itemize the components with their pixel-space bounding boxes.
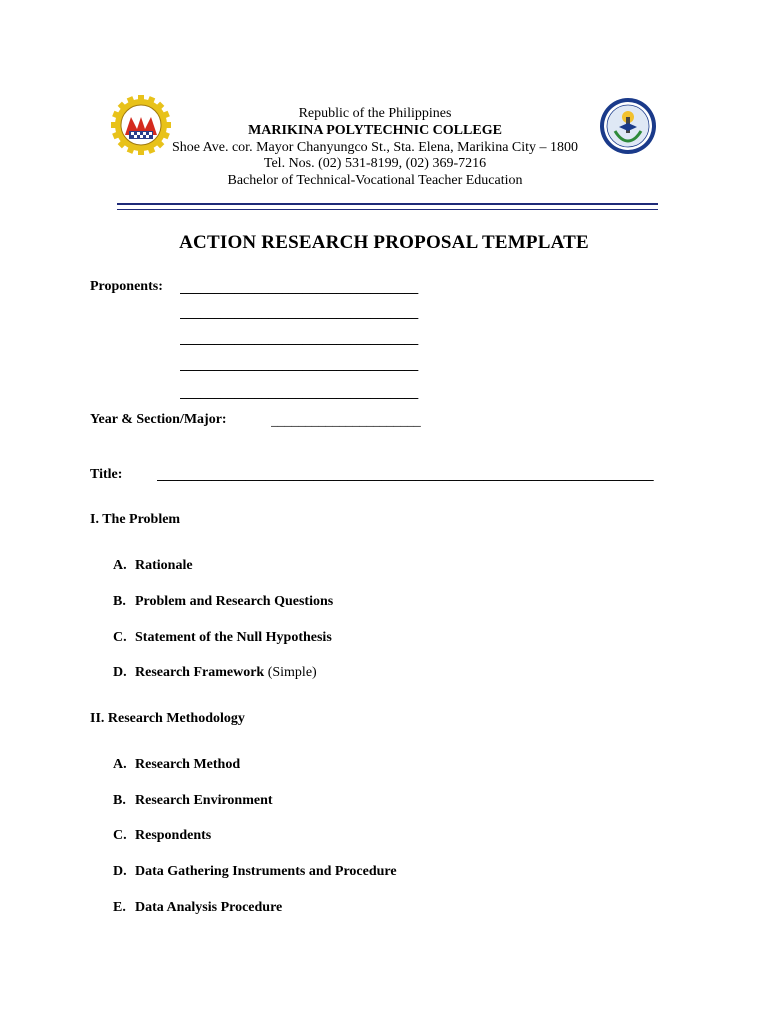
section-methodology-heading — [90, 711, 245, 727]
list-item-letter: C. — [113, 630, 127, 645]
section-problem-heading-text: I. The Problem — [90, 512, 181, 527]
section-problem-heading — [90, 512, 180, 528]
list-item-letter: C. — [113, 828, 127, 843]
title-blank[interactable]: _________________________________________________________________________ — [157, 468, 654, 483]
list-item-letter: A. — [113, 558, 127, 573]
college-name: MARIKINA POLYTECHNIC COLLEGE — [248, 122, 502, 138]
year-section-blank[interactable]: ______________________ — [271, 414, 421, 429]
list-item — [113, 793, 273, 809]
letterhead — [150, 106, 600, 190]
section-methodology-heading-text: II. Research Methodology — [90, 711, 245, 726]
year-section-label: Year & Section/Major: — [90, 412, 227, 427]
list-item — [113, 828, 211, 844]
list-item — [113, 594, 333, 610]
title-label: Title: — [90, 467, 123, 482]
list-item — [113, 900, 282, 916]
list-item-label: Statement of the Null Hypothesis — [135, 630, 332, 645]
header-divider-thick — [117, 203, 658, 205]
proponent-blank-5[interactable]: ___________________________________ — [180, 386, 419, 401]
list-item-letter: B. — [113, 793, 126, 808]
list-item-letter: A. — [113, 757, 127, 772]
list-item-label: Problem and Research Questions — [135, 594, 334, 609]
phone-line: Tel. Nos. (02) 531-8199, (02) 369-7216 — [263, 156, 487, 172]
list-item-note: (Simple) — [264, 665, 317, 680]
list-item — [113, 864, 397, 880]
list-item-label: Respondents — [135, 828, 212, 843]
list-item-letter: D. — [113, 864, 127, 879]
proponent-blank-4[interactable]: ___________________________________ — [180, 358, 419, 373]
page-title: ACTION RESEARCH PROPOSAL TEMPLATE — [179, 232, 589, 253]
address-line: Shoe Ave. cor. Mayor Chanyungco St., Sta. Elena, Marikina City – 1800 — [171, 139, 579, 155]
list-item-letter: E. — [113, 900, 126, 915]
program-seal-logo-right — [599, 97, 657, 155]
republic-line: Republic of the Philippines — [298, 106, 452, 121]
header-divider-thin — [117, 209, 658, 210]
list-item-letter: D. — [113, 665, 127, 680]
proponent-blank-1[interactable]: ___________________________________ — [180, 281, 419, 296]
list-item-label: Research Framework — [135, 665, 265, 680]
list-item-label: Research Environment — [135, 793, 273, 808]
list-item — [113, 630, 332, 646]
list-item-label: Research Method — [135, 757, 241, 772]
list-item-letter: B. — [113, 594, 126, 609]
program-line: Bachelor of Technical-Vocational Teacher Education — [227, 173, 523, 189]
list-item-label: Data Analysis Procedure — [135, 900, 283, 915]
list-item-label: Data Gathering Instruments and Procedure — [135, 864, 397, 879]
list-item — [113, 665, 317, 681]
proponent-blank-2[interactable]: ___________________________________ — [180, 306, 419, 321]
list-item-label: Rationale — [135, 558, 193, 573]
list-item — [113, 558, 193, 574]
proponents-label: Proponents: — [90, 279, 163, 294]
list-item — [113, 757, 240, 773]
proponent-blank-3[interactable]: ___________________________________ — [180, 332, 419, 347]
round-seal-icon — [599, 97, 657, 155]
